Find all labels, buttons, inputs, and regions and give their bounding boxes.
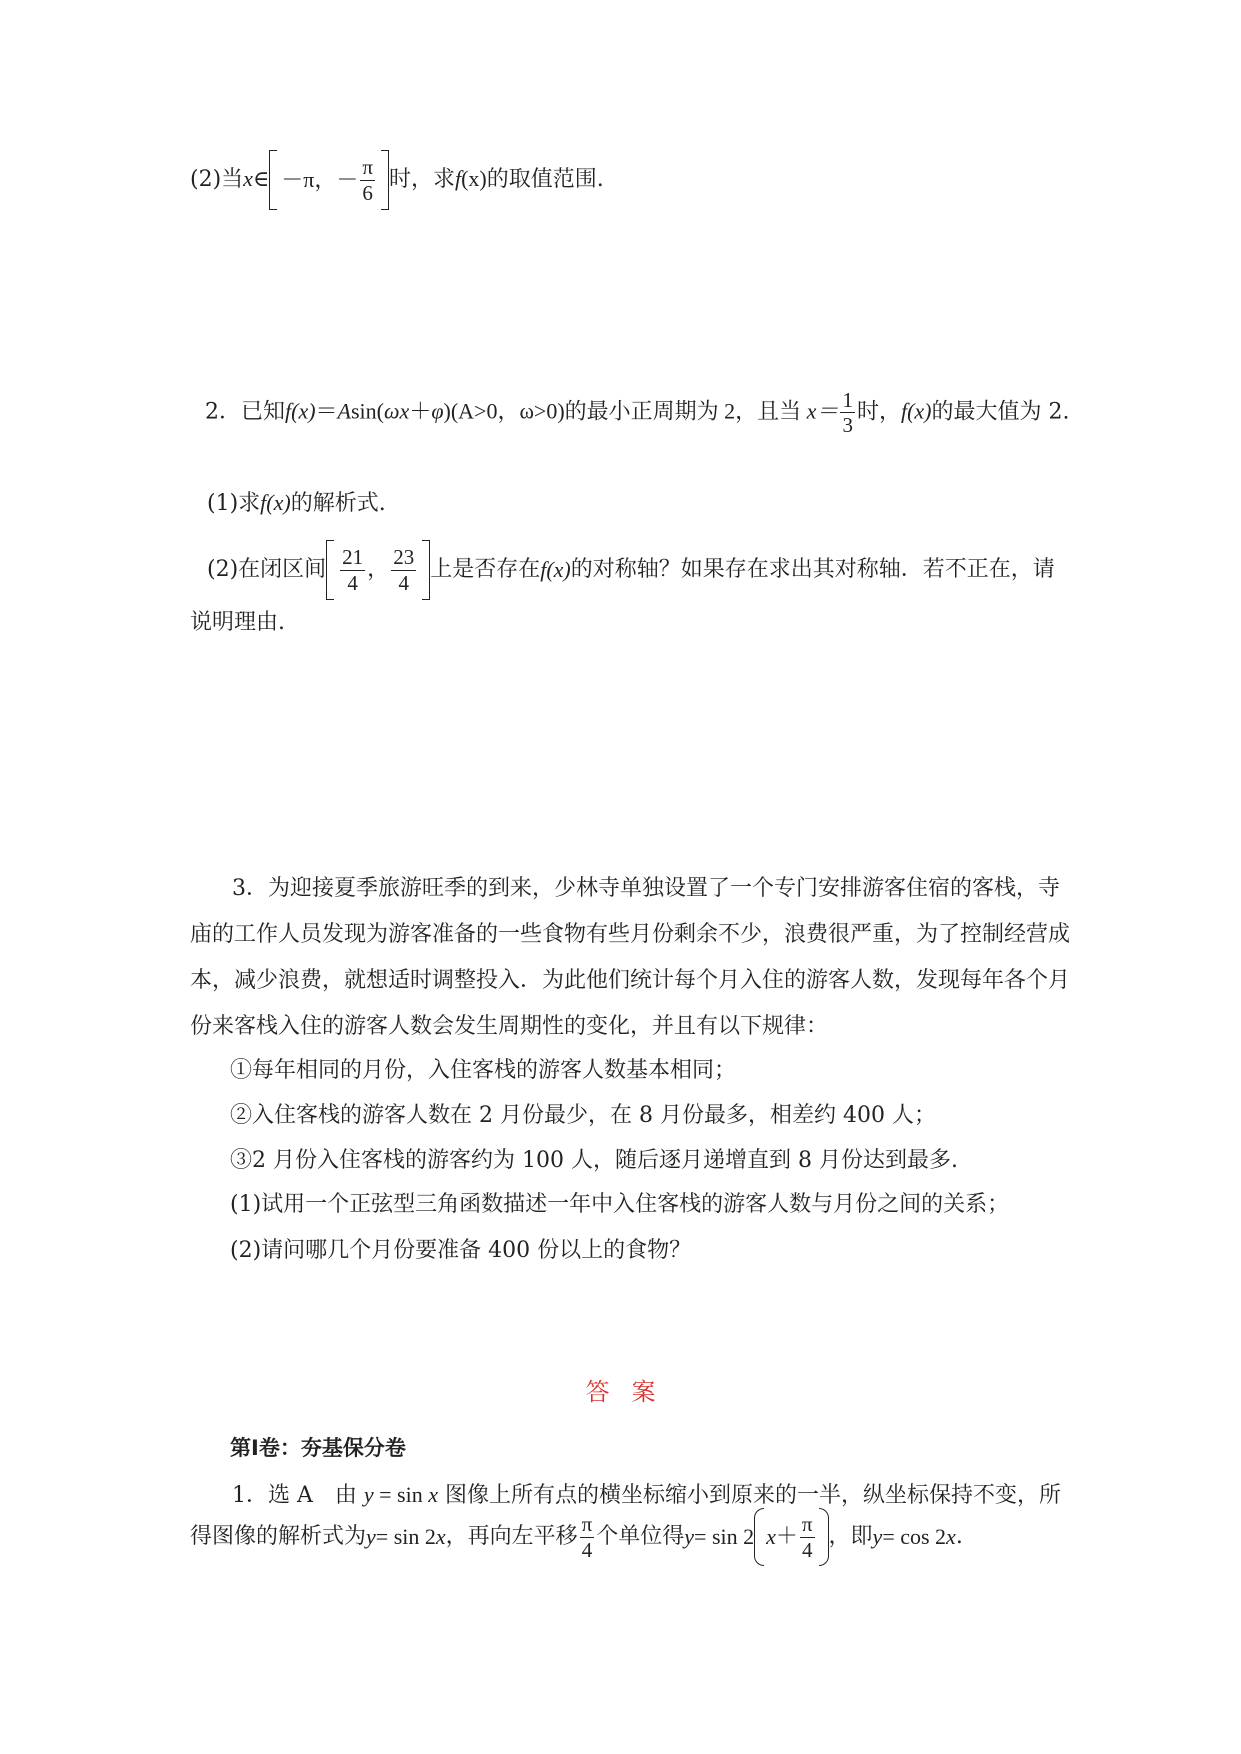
q3-line-4: 份来客栈入住的游客人数会发生周期性的变化，并且有以下规律： <box>190 1014 829 1039</box>
answer-1-line-1 <box>232 1484 1061 1507</box>
q3-rule-2: ②入住客栈的游客人数在 2 月份最少，在 8 月份最多，相差约 400 人； <box>230 1103 936 1128</box>
q2-p2-b: 上是否存在 <box>430 557 541 582</box>
q2-x-eq: x＝ <box>806 398 839 424</box>
left-bracket <box>269 150 277 210</box>
ans-x: x <box>435 1524 446 1549</box>
q2-omega-x: ωx <box>384 398 410 424</box>
frac-num: 23 <box>393 545 415 570</box>
ans-plus: ＋ <box>775 1524 798 1549</box>
func-f: f <box>454 166 462 191</box>
q3-part2: (2)请问哪几个月份要准备 400 份以上的食物？ <box>230 1238 692 1263</box>
q2-when: 时， <box>856 399 901 425</box>
q1-part2-line <box>190 150 604 210</box>
ans-a2-a: 得图像的解析式为 <box>190 1524 367 1549</box>
ans-y: y <box>366 1524 376 1549</box>
frac-num: π <box>801 1512 813 1537</box>
q2-fx: f(x) <box>285 398 316 424</box>
q2-amp: A <box>337 398 351 424</box>
answer-section-title: 第Ⅰ卷：夯基保分卷 <box>230 1436 406 1460</box>
q3-rule-3: ③2 月份入住客栈的游客约为 100 人，随后逐月递增直到 8 月份达到最多. <box>230 1148 958 1173</box>
frac-den: 4 <box>398 570 409 595</box>
frac-23-4 <box>391 545 416 594</box>
ans-y: y <box>872 1524 883 1549</box>
q2-max: 的最大值为 2. <box>931 399 1070 425</box>
ans-x: x <box>946 1524 956 1549</box>
ans-y: y <box>363 1482 374 1507</box>
q3-line-2: 庙的工作人员发现为游客准备的一些食物有些月份剩余不少，浪费很严重，为了控制经营成 <box>190 922 1071 947</box>
q2-part1 <box>207 492 386 515</box>
q2-sin: sin( <box>351 398 384 424</box>
q2-equals: ＝ <box>315 399 338 425</box>
q2-stem <box>205 388 1069 437</box>
pi-over-4b <box>800 1512 815 1561</box>
interval-lower: －π，－ <box>281 167 359 192</box>
func-arg: (x) <box>461 166 487 191</box>
ans-a2-c: ，再向左平移 <box>445 1524 578 1549</box>
left-paren <box>754 1508 764 1566</box>
q3-rule-1: ①每年相同的月份，入住客栈的游客人数基本相同； <box>230 1058 737 1083</box>
var-x: x <box>243 166 253 191</box>
q2-p2-c: 的对称轴？如果存在求出其对称轴．若不正在，请 <box>570 557 1055 582</box>
frac-21-4 <box>340 545 365 594</box>
left-bracket <box>326 540 334 600</box>
frac-num: π <box>362 155 373 180</box>
ans-dot: . <box>955 1524 963 1549</box>
q2-phi: φ <box>431 398 444 424</box>
frac-den: 4 <box>801 1537 813 1562</box>
ans-y: y <box>684 1524 695 1549</box>
one-third <box>840 388 855 437</box>
right-paren <box>819 1508 829 1566</box>
q2-p1-f: f(x) <box>260 490 291 515</box>
q3-part1: (1)试用一个正弦型三角函数描述一年中入住客栈的游客人数与月份之间的关系； <box>230 1192 1010 1217</box>
q2-fx2: f(x) <box>900 398 932 424</box>
frac-num: 21 <box>342 545 364 570</box>
ans-x: x <box>766 1524 776 1549</box>
right-bracket <box>422 540 430 600</box>
ans-sin: = sin <box>373 1482 429 1507</box>
q2-p1-a: (1)求 <box>207 491 261 516</box>
answer-1-line-2 <box>190 1508 963 1566</box>
ans-a2-f: ，即 <box>828 1524 873 1549</box>
answer-title: 答案 <box>585 1378 678 1406</box>
frac-num: π <box>581 1512 593 1537</box>
ans-sin2b: = sin 2 <box>694 1524 755 1549</box>
q1-part2-label: (2)当 <box>190 167 244 192</box>
ans-x: x <box>428 1482 438 1507</box>
right-bracket <box>381 150 389 210</box>
q2-p2-f: f(x) <box>540 557 571 582</box>
ans-a2-d: 个单位得 <box>596 1524 685 1549</box>
pi-over-4 <box>580 1512 595 1561</box>
ans-a1-a: 1．选 A 由 <box>232 1483 364 1508</box>
ans-cos: = cos 2 <box>882 1524 947 1549</box>
q1-tail-b: 的取值范围. <box>486 167 604 192</box>
q3-line-3: 本，减少浪费，就想适时调整投入．为此他们统计每个月入住的游客人数，发现每年各个月 <box>190 968 1071 993</box>
frac-den: 6 <box>362 180 373 205</box>
in-symbol: ∈ <box>252 166 270 191</box>
frac-den: 4 <box>347 570 358 595</box>
q2-stem-a: 2．已知 <box>205 399 285 425</box>
q2-p1-b: 的解析式. <box>290 491 386 516</box>
comma: ， <box>367 557 390 582</box>
frac-den: 3 <box>842 413 853 438</box>
ans-sin2: = sin 2 <box>375 1524 436 1549</box>
q2-part2-cont: 说明理由. <box>190 610 285 635</box>
q1-tail-a: 时，求 <box>388 167 455 192</box>
q2-condition: )(A>0，ω>0)的最小正周期为 2，且当 <box>443 398 807 424</box>
ans-a1-c: 图像上所有点的横坐标缩小到原来的一半，纵坐标保持不变，所 <box>438 1483 1061 1508</box>
q3-line-1: 3．为迎接夏季旅游旺季的到来，少林寺单独设置了一个专门安排游客住宿的客栈，寺 <box>232 876 1060 901</box>
q2-plus: ＋ <box>409 399 432 425</box>
frac-num: 1 <box>842 388 853 412</box>
q2-p2-a: (2)在闭区间 <box>207 557 327 582</box>
frac-den: 4 <box>581 1537 593 1562</box>
pi-over-6 <box>360 155 375 204</box>
q2-part2 <box>207 540 1055 600</box>
